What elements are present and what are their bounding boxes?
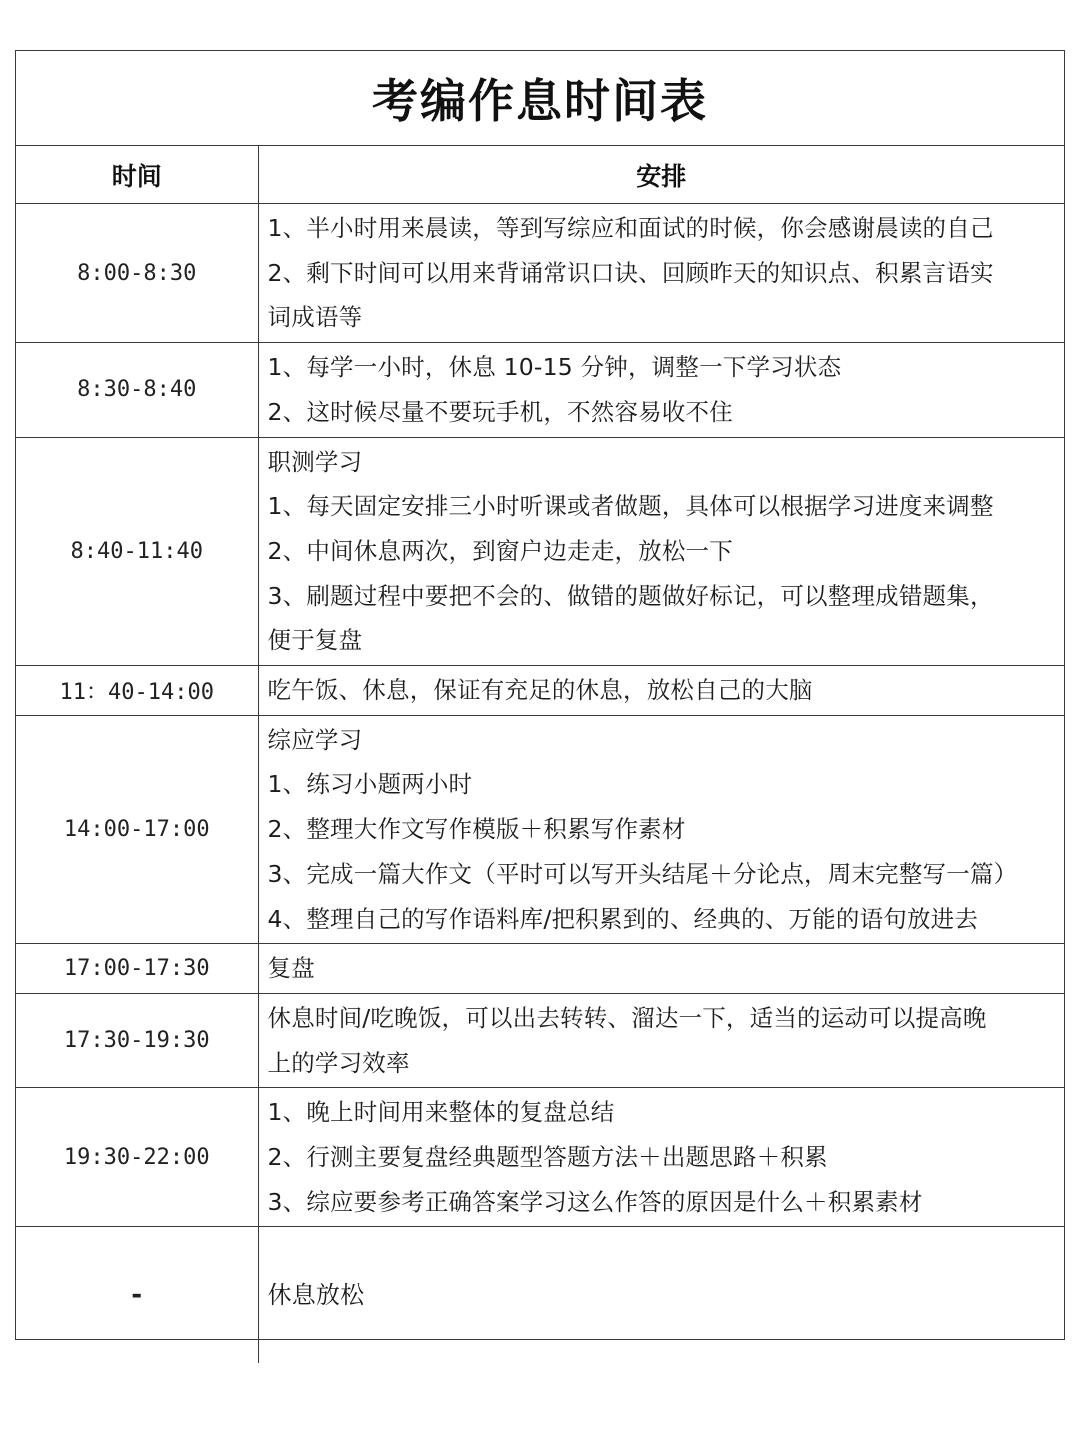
plan-cell [258, 1088, 1064, 1227]
page-title: 考编作息时间表 [372, 74, 708, 128]
time-cell: 19:30-22:00 [16, 1088, 258, 1227]
table-row [16, 204, 1064, 343]
time-cell: 11：40-14:00 [16, 666, 258, 716]
plan-line: 吃午饭、休息，保证有充足的休息，放松自己的大脑 [267, 676, 813, 705]
plan-line: 上的学习效率 [267, 1048, 410, 1077]
table-row [16, 993, 1064, 1087]
plan-line: 3、综应要参考正确答案学习这么作答的原因是什么＋积累素材 [267, 1187, 923, 1216]
table-row [16, 715, 1064, 944]
plan-line: 综应学习 [267, 725, 363, 754]
plan-cell [258, 993, 1064, 1087]
plan-cell [258, 437, 1064, 666]
time-cell: 8:30-8:40 [16, 343, 258, 437]
table-row [16, 944, 1064, 994]
schedule-body [16, 204, 1064, 1364]
schedule-table [16, 146, 1064, 1363]
table-row [16, 437, 1064, 666]
plan-cell [258, 343, 1064, 437]
column-header-time: 时间 [16, 146, 258, 204]
time-cell: 17:30-19:30 [16, 993, 258, 1087]
plan-cell [258, 1227, 1064, 1364]
plan-line: 1、半小时用来晨读，等到写综应和面试的时候，你会感谢晨读的自己 [267, 214, 994, 242]
plan-line: 1、练习小题两小时 [267, 770, 473, 799]
plan-line: 休息放松 [267, 1281, 365, 1310]
plan-line: 2、整理大作文写作模版＋积累写作素材 [267, 815, 686, 844]
plan-line: 2、剩下时间可以用来背诵常识口诀、回顾昨天的知识点、积累言语实 [267, 258, 994, 287]
plan-line: 便于复盘 [267, 626, 363, 655]
time-cell: - [16, 1227, 258, 1364]
plan-cell [258, 204, 1064, 343]
time-cell: 14:00-17:00 [16, 715, 258, 944]
title-row [16, 51, 1064, 146]
table-row [16, 343, 1064, 437]
plan-line: 2、这时候尽量不要玩手机，不然容易收不住 [267, 397, 733, 426]
time-cell: 17:00-17:30 [16, 944, 258, 994]
time-cell: 8:40-11:40 [16, 437, 258, 666]
plan-line: 2、行测主要复盘经典题型答题方法＋出题思路＋积累 [267, 1143, 828, 1172]
plan-cell [258, 666, 1064, 716]
table-header-row [16, 146, 1064, 204]
plan-cell [258, 944, 1064, 994]
plan-line: 1、每天固定安排三小时听课或者做题，具体可以根据学习进度来调整 [267, 492, 994, 521]
plan-line: 1、每学一小时，休息 10-15 分钟，调整一下学习状态 [267, 353, 842, 382]
plan-line: 2、中间休息两次，到窗户边走走，放松一下 [267, 536, 733, 565]
plan-line: 词成语等 [267, 303, 363, 332]
plan-line: 3、刷题过程中要把不会的、做错的题做好标记，可以整理成错题集， [267, 581, 994, 610]
column-header-plan: 安排 [258, 146, 1064, 204]
time-cell: 8:00-8:30 [16, 204, 258, 343]
plan-line: 3、完成一篇大作文（平时可以写开头结尾＋分论点，周末完整写一篇） [267, 859, 1018, 888]
plan-line: 4、整理自己的写作语料库/把积累到的、经典的、万能的语句放进去 [267, 904, 979, 933]
plan-line: 休息时间/吃晚饭，可以出去转转、溜达一下，适当的运动可以提高晚 [267, 1003, 987, 1032]
plan-cell [258, 715, 1064, 944]
table-row [16, 1227, 1064, 1364]
schedule-sheet [15, 50, 1065, 1340]
plan-line: 1、晚上时间用来整体的复盘总结 [267, 1098, 615, 1127]
plan-line: 复盘 [267, 954, 315, 983]
table-row [16, 1088, 1064, 1227]
plan-line: 职测学习 [267, 447, 363, 476]
table-row [16, 666, 1064, 716]
